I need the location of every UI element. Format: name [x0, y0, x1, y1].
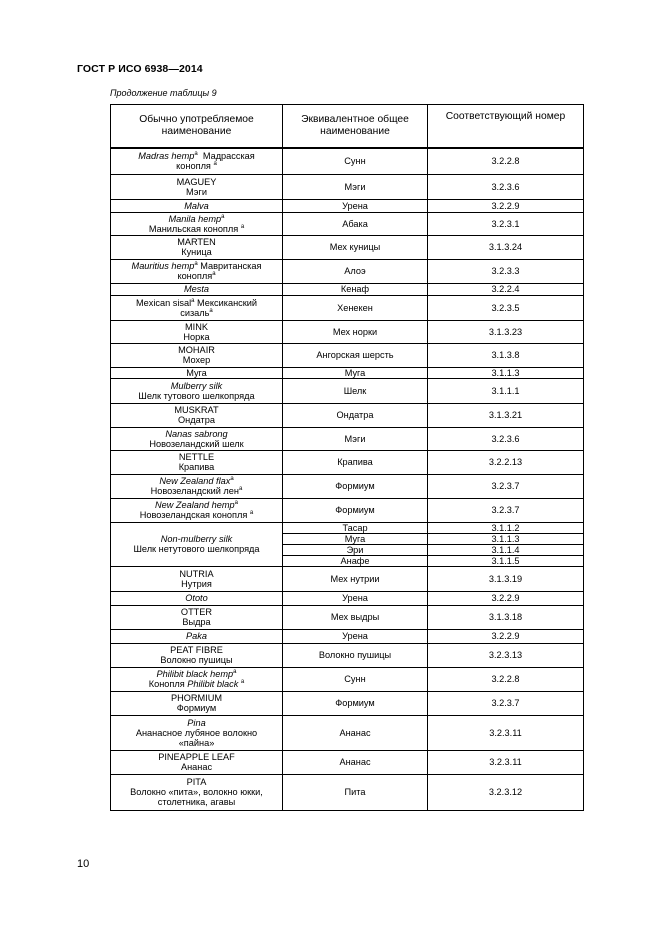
- number-cell: 3.1.3.19: [428, 566, 584, 591]
- number-cell: 3.1.3.23: [428, 320, 584, 343]
- number-cell: 3.2.2.9: [428, 199, 584, 212]
- common-name-cell: New Zealand hemp$^a$ Новозеландская конопля $^a$: [111, 498, 283, 522]
- table-row: [111, 320, 584, 343]
- table-row: [111, 750, 584, 774]
- column-header-number: Соответствующий номер: [428, 105, 584, 149]
- table-row: [111, 691, 584, 715]
- equivalent-name-cell: Ондатра: [283, 403, 428, 427]
- common-name-cell: MINK Норка: [111, 320, 283, 343]
- equivalent-name-cell: Хенекен: [283, 295, 428, 320]
- number-cell: 3.2.2.13: [428, 450, 584, 474]
- common-name-cell: MUSKRAT Ондатра: [111, 403, 283, 427]
- common-name-cell: PINEAPPLE LEAF Ананас: [111, 750, 283, 774]
- common-name-cell: Ototo: [111, 591, 283, 605]
- table-row: [111, 474, 584, 498]
- equivalent-name-cell: Формиум: [283, 474, 428, 498]
- table-row: [111, 522, 584, 533]
- equivalent-name-cell: Сунн: [283, 667, 428, 691]
- equivalent-name-cell: Волокно пушицы: [283, 643, 428, 667]
- equivalent-name-cell: Формиум: [283, 498, 428, 522]
- common-name-cell: Nanas sabrong Новозеландский шелк: [111, 427, 283, 450]
- number-cell: 3.2.2.8: [428, 148, 584, 174]
- column-header-common-name: Обычно употребляемое наименование: [111, 105, 283, 149]
- common-name-cell: MOHAIR Мохер: [111, 343, 283, 367]
- common-name-cell: New Zealand flax$^a$ Новозеландский лен$^a$: [111, 474, 283, 498]
- equivalent-name-cell: Мех норки: [283, 320, 428, 343]
- number-cell: 3.2.3.7: [428, 498, 584, 522]
- common-name-cell: Manila hemp$^a$ Манильская конопля $^a$: [111, 212, 283, 235]
- table-row: [111, 367, 584, 378]
- number-cell: 3.2.3.1: [428, 212, 584, 235]
- equivalent-name-cell: Мех нутрии: [283, 566, 428, 591]
- number-cell: 3.2.2.4: [428, 283, 584, 295]
- fibre-names-table: [110, 104, 584, 811]
- table-row: [111, 643, 584, 667]
- table-row: [111, 378, 584, 403]
- common-name-cell: OTTER Выдра: [111, 605, 283, 629]
- table-row: [111, 174, 584, 199]
- document-header: ГОСТ Р ИСО 6938—2014: [77, 63, 203, 75]
- equivalent-name-cell: Сунн: [283, 148, 428, 174]
- equivalent-name-cell: Урена: [283, 199, 428, 212]
- equivalent-name-cell: Шелк: [283, 378, 428, 403]
- equivalent-name-cell: Ангорская шерсть: [283, 343, 428, 367]
- number-cell: 3.2.3.3: [428, 259, 584, 283]
- number-cell: 3.2.3.11: [428, 750, 584, 774]
- table-row: [111, 148, 584, 174]
- equivalent-name-cell: Мех куницы: [283, 235, 428, 259]
- table-row: [111, 667, 584, 691]
- equivalent-name-cell: Муга: [283, 533, 428, 544]
- number-cell: 3.2.3.6: [428, 174, 584, 199]
- equivalent-name-cell: Мех выдры: [283, 605, 428, 629]
- number-cell: 3.1.3.21: [428, 403, 584, 427]
- equivalent-name-cell: Эри: [283, 544, 428, 555]
- table-row: [111, 427, 584, 450]
- equivalent-name-cell: Пита: [283, 774, 428, 810]
- number-cell: 3.2.3.7: [428, 691, 584, 715]
- common-name-cell: Mexican sisal$^a$ Мексиканский сизаль$^a$: [111, 295, 283, 320]
- equivalent-name-cell: Крапива: [283, 450, 428, 474]
- equivalent-name-cell: Урена: [283, 591, 428, 605]
- equivalent-name-cell: Мэги: [283, 427, 428, 450]
- common-name-cell: MAGUEY Мэги: [111, 174, 283, 199]
- table-row: [111, 283, 584, 295]
- table-header-row: [111, 105, 584, 149]
- common-name-cell: Non-mulberry silk Шелк нетутового шелкопряда: [111, 522, 283, 566]
- table-row: [111, 629, 584, 643]
- number-cell: 3.1.1.1: [428, 378, 584, 403]
- number-cell: 3.2.2.9: [428, 591, 584, 605]
- common-name-cell: MARTEN Куница: [111, 235, 283, 259]
- number-cell: 3.1.1.5: [428, 555, 584, 566]
- common-name-cell: Mauritius hemp$^a$ Мавританская конопля$^a$: [111, 259, 283, 283]
- table-row: [111, 774, 584, 810]
- table-caption: Продолжение таблицы 9: [110, 88, 217, 98]
- common-name-cell: Paka: [111, 629, 283, 643]
- equivalent-name-cell: Алоэ: [283, 259, 428, 283]
- common-name-cell: PEAT FIBRE Волокно пушицы: [111, 643, 283, 667]
- equivalent-name-cell: Ананас: [283, 750, 428, 774]
- number-cell: 3.2.3.7: [428, 474, 584, 498]
- column-header-equivalent-name: Эквивалентное общее наименование: [283, 105, 428, 149]
- table-row: [111, 212, 584, 235]
- number-cell: 3.2.3.11: [428, 715, 584, 750]
- table-row: [111, 295, 584, 320]
- table-row: [111, 403, 584, 427]
- common-name-cell: Malva: [111, 199, 283, 212]
- number-cell: 3.1.1.3: [428, 367, 584, 378]
- common-name-cell: Муга: [111, 367, 283, 378]
- table-row: [111, 498, 584, 522]
- common-name-cell: Madras hemp$^a$ Мадрасская конопля $^a$: [111, 148, 283, 174]
- table-row: [111, 259, 584, 283]
- equivalent-name-cell: Формиум: [283, 691, 428, 715]
- number-cell: 3.2.2.8: [428, 667, 584, 691]
- common-name-cell: NUTRIA Нутрия: [111, 566, 283, 591]
- number-cell: 3.2.3.5: [428, 295, 584, 320]
- table-row: [111, 591, 584, 605]
- equivalent-name-cell: Кенаф: [283, 283, 428, 295]
- table-row: [111, 715, 584, 750]
- equivalent-name-cell: Абака: [283, 212, 428, 235]
- equivalent-name-cell: Тасар: [283, 522, 428, 533]
- number-cell: 3.1.3.18: [428, 605, 584, 629]
- common-name-cell: Philibit black hemp$^a$ Конопля Philibit black $^a$: [111, 667, 283, 691]
- number-cell: 3.1.1.4: [428, 544, 584, 555]
- number-cell: 3.1.3.24: [428, 235, 584, 259]
- table-row: [111, 235, 584, 259]
- common-name-cell: PITA Волокно «пита», волокно юкки, столетника, агавы: [111, 774, 283, 810]
- page-number: 10: [77, 858, 90, 870]
- common-name-cell: Mulberry silk Шелк тутового шелкопряда: [111, 378, 283, 403]
- common-name-cell: PHORMIUM Формиум: [111, 691, 283, 715]
- equivalent-name-cell: Урена: [283, 629, 428, 643]
- number-cell: 3.2.3.6: [428, 427, 584, 450]
- number-cell: 3.1.1.3: [428, 533, 584, 544]
- common-name-cell: NETTLE Крапива: [111, 450, 283, 474]
- table-row: [111, 566, 584, 591]
- number-cell: 3.2.3.13: [428, 643, 584, 667]
- common-name-cell: Pina Ананасное лубяное волокно «пайна»: [111, 715, 283, 750]
- equivalent-name-cell: Мэги: [283, 174, 428, 199]
- number-cell: 3.2.2.9: [428, 629, 584, 643]
- equivalent-name-cell: Анафе: [283, 555, 428, 566]
- equivalent-name-cell: Ананас: [283, 715, 428, 750]
- number-cell: 3.1.1.2: [428, 522, 584, 533]
- number-cell: 3.1.3.8: [428, 343, 584, 367]
- common-name-cell: Mesta: [111, 283, 283, 295]
- table-row: [111, 450, 584, 474]
- equivalent-name-cell: Муга: [283, 367, 428, 378]
- table-row: [111, 343, 584, 367]
- number-cell: 3.2.3.12: [428, 774, 584, 810]
- table-row: [111, 199, 584, 212]
- table-row: [111, 605, 584, 629]
